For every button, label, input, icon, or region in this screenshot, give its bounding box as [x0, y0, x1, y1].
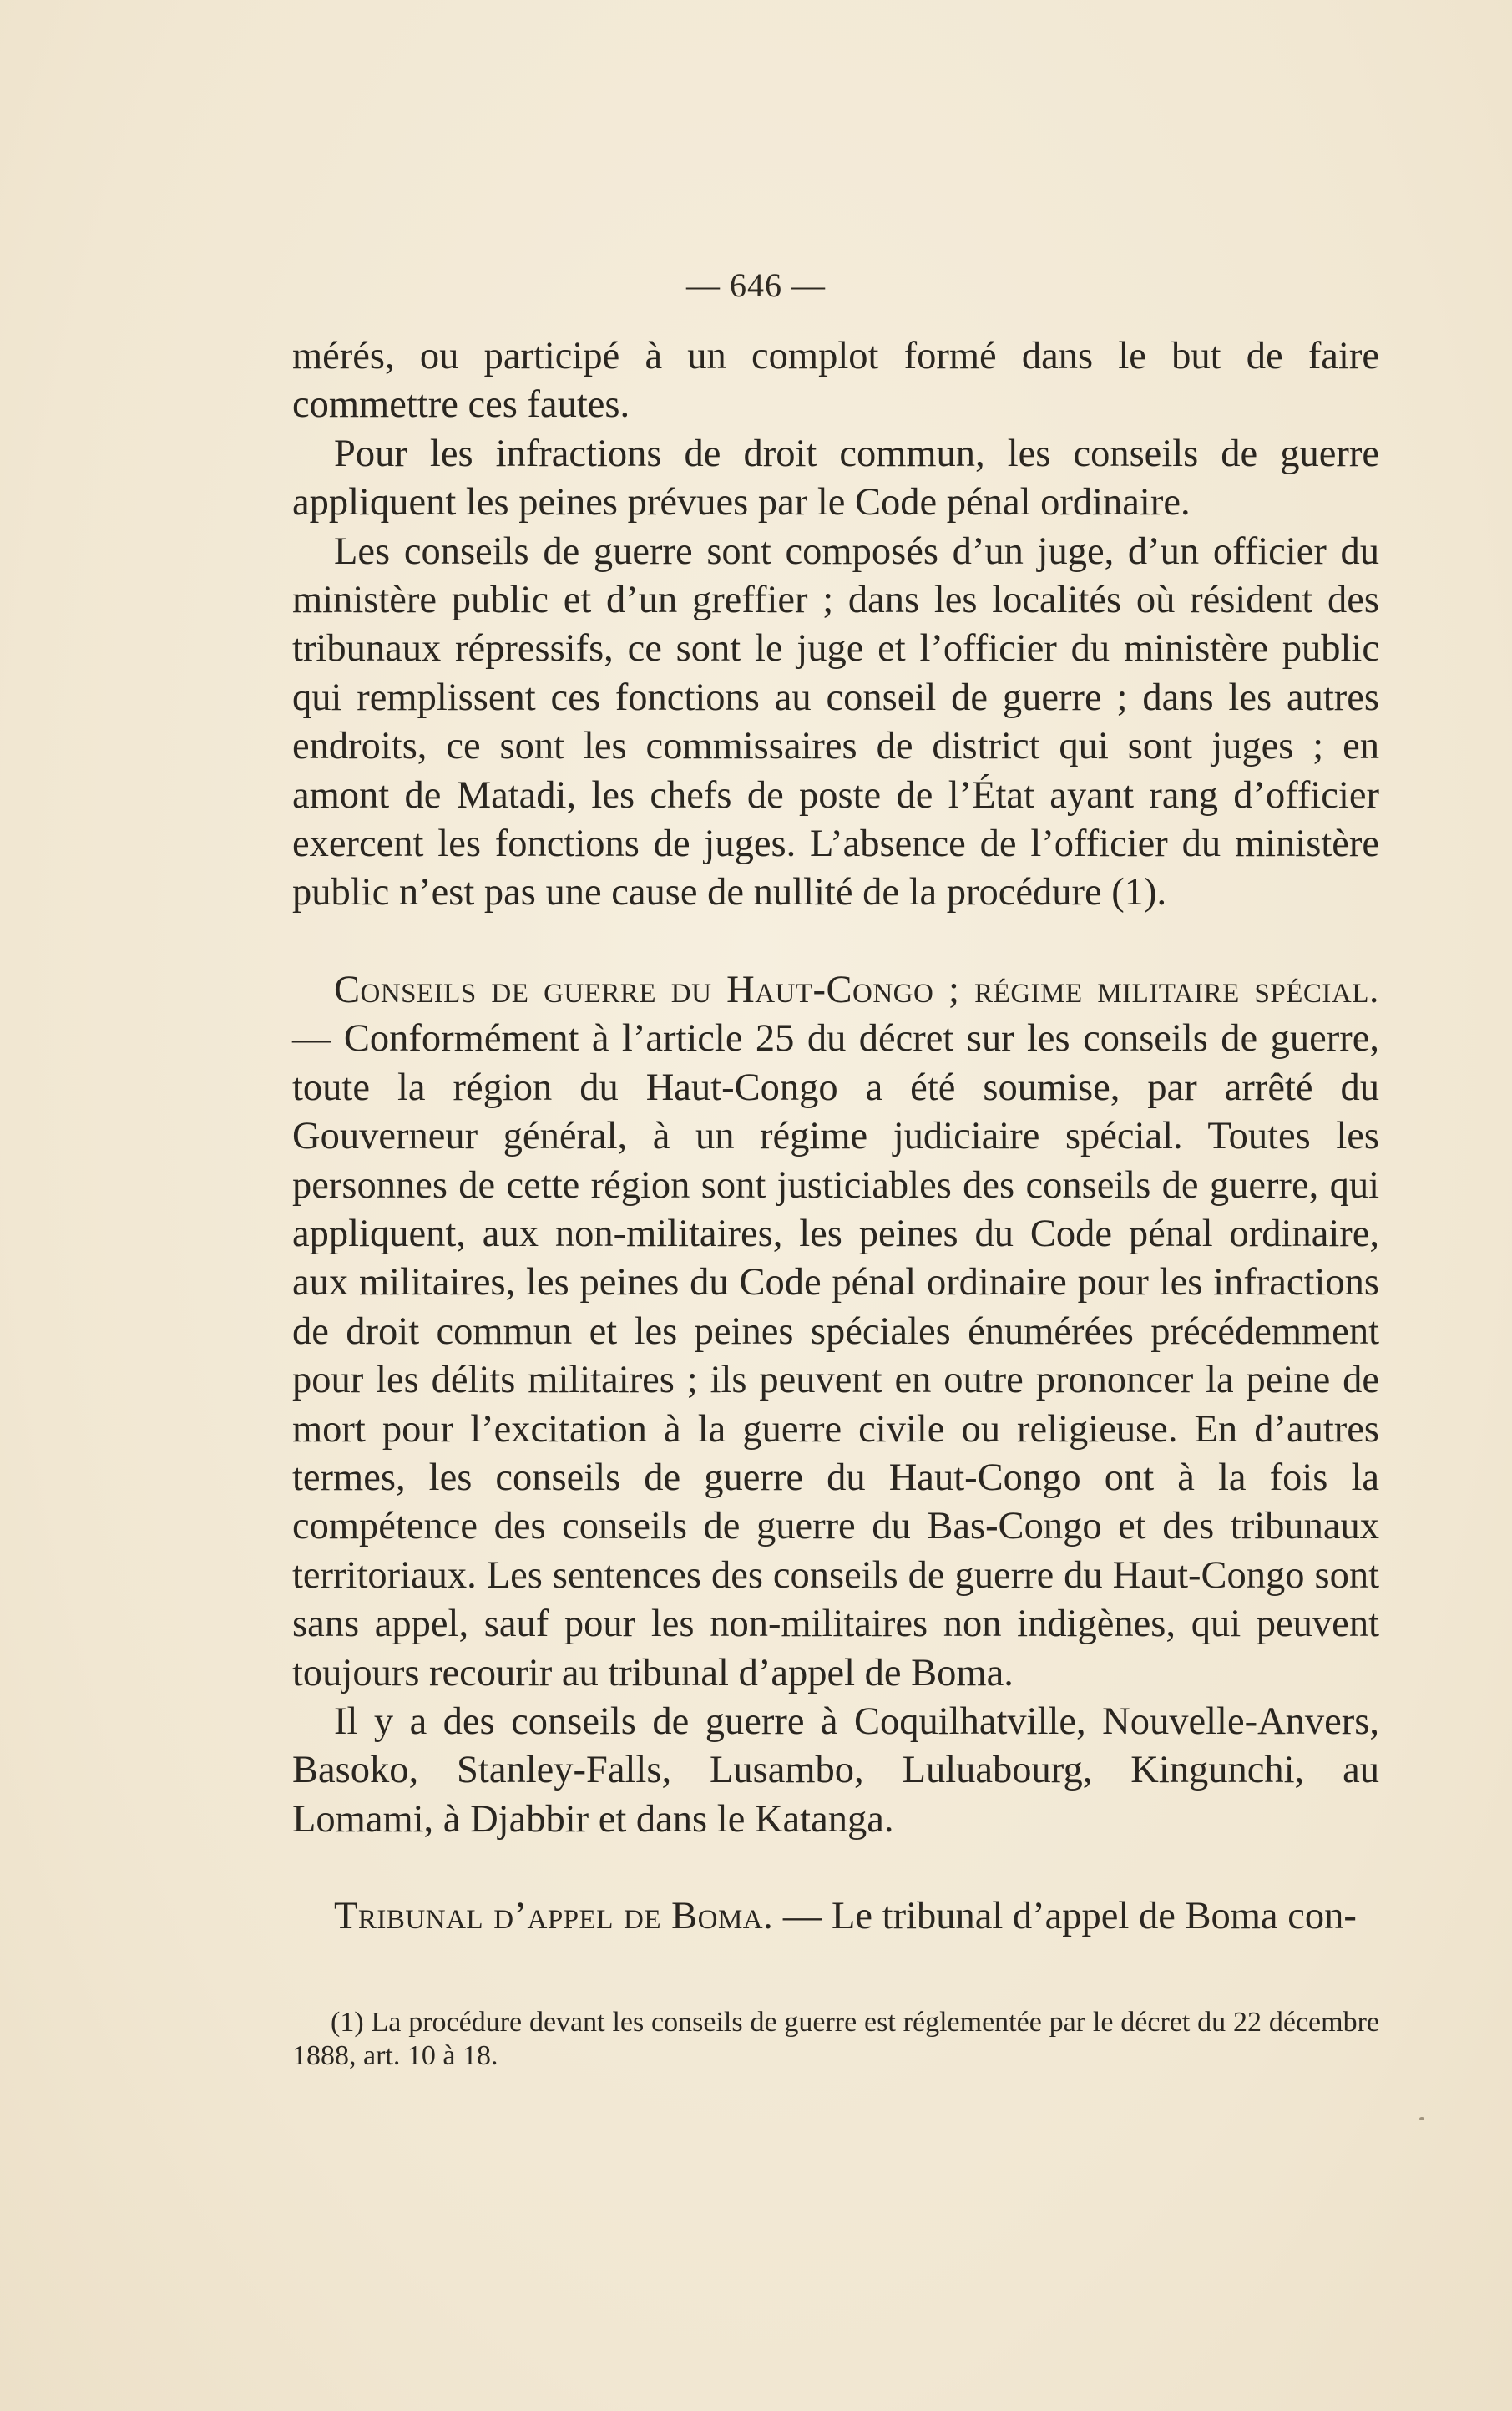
section-tribunal-boma — [292, 1892, 1379, 1941]
paragraph-locations: Il y a des conseils de guerre à Coquilhatville, Nouvelle-Anvers, Basoko, Stanley-Falls, Lusambo, Luluabourg, Kingunchi, au Lomami, à Djabbir et dans le Katanga. — [292, 1699, 1379, 1841]
page-number: — 646 — — [686, 266, 826, 304]
paper-speck — [1419, 2117, 1424, 2120]
footnote-text: (1) La procédure devant les conseils de guerre est réglementée par le décret du 22 décembre 1888, art. 10 à 18. — [292, 2007, 1379, 2071]
main-text — [292, 332, 1379, 1942]
paragraph-common-law: Pour les infractions de droit commun, les conseils de guerre appliquent les peines prévues par le Code pénal ordinaire. — [292, 432, 1379, 524]
section-heading-haut-congo: Conseils de guerre du Haut-Congo ; régime militaire spécial. — [334, 968, 1379, 1011]
section-heading-tribunal-boma: Tribunal d’appel de Boma. — [334, 1895, 774, 1938]
paragraph-composition: Les conseils de guerre sont composés d’un juge, d’un officier du ministère public et d’un greffier ; dans les localités où résident des tribunaux répressifs, ce sont le juge et l’officier du ministère public qui remplissent ces fonctions au conseil de guerre ; dans les autres endroits, ce sont les commissaires de district qui sont juges ; en amont de Matadi, les chefs de poste de l’État ayant rang d’officier exercent les fonctions de juges. L’absence de l’officier du ministère public n’est pas une cause de nullité de la procédure (1). — [292, 529, 1379, 914]
paragraph-continuation: mérés, ou participé à un complot formé dans le but de faire commettre ces fautes. — [292, 335, 1379, 427]
section-haut-congo — [292, 966, 1379, 1698]
section-text-haut-congo: — Conformément à l’article 25 du décret sur les conseils de guerre, toute la région du Haut-Congo a été soumise, par arrêté du Gouverneur général, à un régime judiciaire spécial. Toutes les personnes de cette région sont justiciables des conseils de guerre, qui appliquent, aux non-militaires, les peines du Code pénal ordinaire, aux militaires, les peines du Code pénal ordinaire pour les infractions de droit commun et les peines spéciales énumérées précédemment pour les délits militaires ; ils peuvent en outre prononcer la peine de mort pour l’excitation à la guerre civile ou religieuse. En d’autres termes, les conseils de guerre du Haut-Congo ont à la fois la compétence des conseils de guerre du Bas-Congo et des tribunaux territoriaux. Les sentences des conseils de guerre du Haut-Congo sont sans appel, sauf pour les non-militaires non indigènes, qui peuvent toujours recourir au tribunal d’appel de Boma. — [292, 1017, 1379, 1694]
section-text-tribunal-boma: — Le tribunal d’appel de Boma con- — [773, 1895, 1357, 1938]
footnote — [292, 2006, 1379, 2073]
